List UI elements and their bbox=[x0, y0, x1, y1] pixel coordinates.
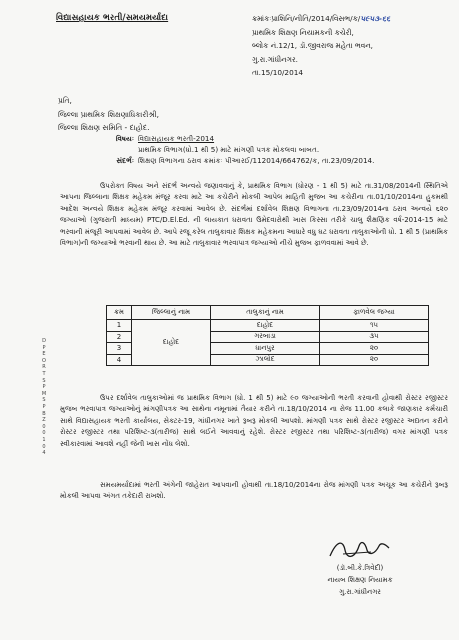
col-header-taluka: તાલુકાનું નામ bbox=[211, 306, 320, 320]
office-building: બ્લોક નં.12/1, ડૉ.જીવરાજ મહેતા ભવન, bbox=[252, 41, 373, 50]
cell-taluka: ધાનપુર bbox=[211, 343, 320, 355]
cell-taluka: ગરબાડા bbox=[211, 331, 320, 343]
department-heading: વિદ્યાસહાયક ભરતી/સમયમર્યાદા bbox=[56, 12, 169, 22]
subject-label: વિષયઃ bbox=[115, 134, 134, 143]
subject-line-1: વિદ્યાસહાયક ભરતી-2014 bbox=[138, 134, 215, 143]
cell-count: ૨૦ bbox=[320, 343, 429, 355]
signature-block bbox=[300, 536, 420, 598]
cell-count: ૧૫ bbox=[320, 320, 429, 332]
cell-num: 2 bbox=[107, 331, 132, 343]
col-header-district: જિલ્લાનું નામ bbox=[132, 306, 211, 320]
margin-stamp: D P E O R T S P M S P B Z 0 0 1 0 4 bbox=[41, 338, 47, 457]
col-header-count: ફાળવેલ જગ્યા bbox=[320, 306, 429, 320]
signatory-place: ગુ.રા.ગાંધીનગર bbox=[339, 588, 381, 596]
office-name: પ્રાથમિક શિક્ષણ નિયામકની કચેરી, bbox=[252, 27, 354, 37]
recipient-block bbox=[58, 94, 159, 135]
cell-taluka: દાહોદ bbox=[211, 320, 320, 332]
reference-label: સંદર્ભઃ bbox=[116, 156, 134, 165]
subject-line-2: પ્રાથમિક વિભાગ(ધો.1 થી 5) માટે માંગણી પત્રક મોકલવા બાબત. bbox=[138, 145, 320, 154]
paragraph-text: ઉપરોક્ત વિષય અને સંદર્ભ અન્વયે જણાવવાનું કે, પ્રાથમિક વિભાગ (ધોરણ - 1 થી 5) માટે તા.31/08/2014ની સ્થિતિએ આપના જિલ્લાના શિક્ષક મહેકમ મંજૂર કરવા માટે આ કચેરીને મોકલી આપેલ માહિતી મુજબ આ કચેરીના તા.01/10/2014ના હુકમથી આદેશ અન્વયે શિક્ષક મહેકમ મંજૂર કરવામાં આવેલ છે. સંદર્ભમાં દર્શાવેલ શિક્ષણ વિભાગના તા.23/09/2014ના ઠરાવ અન્વયે ૬૨૦ જગ્યાઓ (ગુજરાતી માધ્યમ) PTC/D.El.Ed. ની લાયકાત ધરાવતા ઉમેદવારોથી ખાસ કિસ્સા તરીકે ચાલુ શૈક્ષણિક વર્ષ-2014-15 માટે ભરવાની મંજૂરી આપવામાં આવેલ છે. આપે રજૂ કરેલ તાલુકાવાર શિક્ષક મહેકમના આધારે વધુ ઘટ ધરાવતા તાલુકાઓની ધો. 1 થી 5 (પ્રાથમિક વિભાગ)ની જગ્યાઓ ભરવાની થાય છે. આ માટે તાલુકાવાર ભરવાપાત્ર જગ્યાઓ નીચે મુજબ ફાળવવામાં આવે છે. bbox=[60, 182, 448, 248]
signatory-title: નાયબ શિક્ષણ નિયામક bbox=[327, 576, 393, 584]
ref-handwritten-number: ૫૯૫૩-૬૬ bbox=[360, 14, 391, 23]
body-paragraph-1 bbox=[60, 181, 448, 249]
cell-count: ૩૫ bbox=[320, 331, 429, 343]
recipient-line-2: જિલ્લા શિક્ષણ સમિતિ - દાહોદ. bbox=[58, 123, 150, 132]
cell-count: ૨૦ bbox=[320, 354, 429, 366]
cell-taluka: ઝાલોદ bbox=[211, 354, 320, 366]
paragraph-text: ઉપર દર્શાવેલ તાલુકાઓમાં જ પ્રાથમિક વિભાગ (ધો. 1 થી 5) માટે ૯૦ જગ્યાઓની ભરતી કરવાની હોવાથી રોસ્ટર રજીસ્ટર મુજબ ભરવાપાત્ર જગ્યાઓનું માંગણીપત્રક આ સાથેના નમૂનામાં તૈયાર કરીને તા.18/10/2014 ના રોજ 11.00 કલાકે જાણકાર કર્મચારી સાથે વિદ્યાસહાયક ભરતી કાર્યાલય, સેક્ટર-19, ગાંધીનગર ખાતે રૂબરૂ મોકલી આપશો. માંગણી પત્રક સાથે રોસ્ટર રજીસ્ટર અદ્યતન કરીને રોસ્ટર રજીસ્ટર તથા પરિશિષ્ટ-૩(તારીજ) સાથે લઈને આવવાનું રહેશે. રોસ્ટર રજીસ્ટર તથા પરિશિષ્ટ-૩(તારીજ) વગર માંગણી પત્રક સ્વીકારવામાં આવશે નહીં જેની ખાસ નોંધ લેશો. bbox=[60, 394, 448, 448]
ref-number: ક્રમાંકઃપ્રાશિનિ/નીતિ/2014/વિસભ/ક/ bbox=[252, 14, 361, 23]
cell-district: દાહોદ bbox=[132, 320, 211, 366]
office-address-block bbox=[252, 12, 452, 80]
office-city: ગુ.રા.ગાંધીનગર. bbox=[252, 54, 298, 64]
signatory-name: (ડૉ.બી.કે.ત્રિવેદી) bbox=[336, 564, 384, 572]
handwritten-signature-icon bbox=[325, 536, 395, 562]
cell-num: 4 bbox=[107, 354, 132, 366]
cell-num: 3 bbox=[107, 343, 132, 355]
body-paragraph-2 bbox=[60, 393, 448, 450]
ref-number-line bbox=[252, 12, 452, 26]
reference-text: શિક્ષણ વિભાગના ઠરાવ ક્રમાંકઃ પીઆરઈ/112014/664762/ક, તા.23/09/2014. bbox=[138, 156, 375, 165]
table-row bbox=[107, 320, 429, 332]
prati-label: પ્રતિ, bbox=[58, 96, 72, 105]
recipient-line-1: જિલ્લા પ્રાથમિક શિક્ષણાધિકારીશ્રી, bbox=[58, 109, 159, 119]
body-paragraph-3 bbox=[60, 480, 448, 503]
allocation-table bbox=[106, 305, 429, 366]
cell-num: 1 bbox=[107, 320, 132, 332]
subject-block bbox=[92, 133, 422, 166]
col-header-num: ક્રમ bbox=[107, 306, 132, 320]
table-header-row bbox=[107, 306, 429, 320]
paragraph-text: સમયમર્યાદામાં ભરતી અંગેની જાહેરાત આપવાની હોવાથી તા.18/10/2014ના રોજ માંગણી પત્રક અચૂક આ કચેરીને રૂબરૂ મોકલી આપવા અંગત તકેદારી રાખશો. bbox=[60, 481, 448, 501]
letter-date: તા.15/10/2014 bbox=[252, 68, 304, 77]
